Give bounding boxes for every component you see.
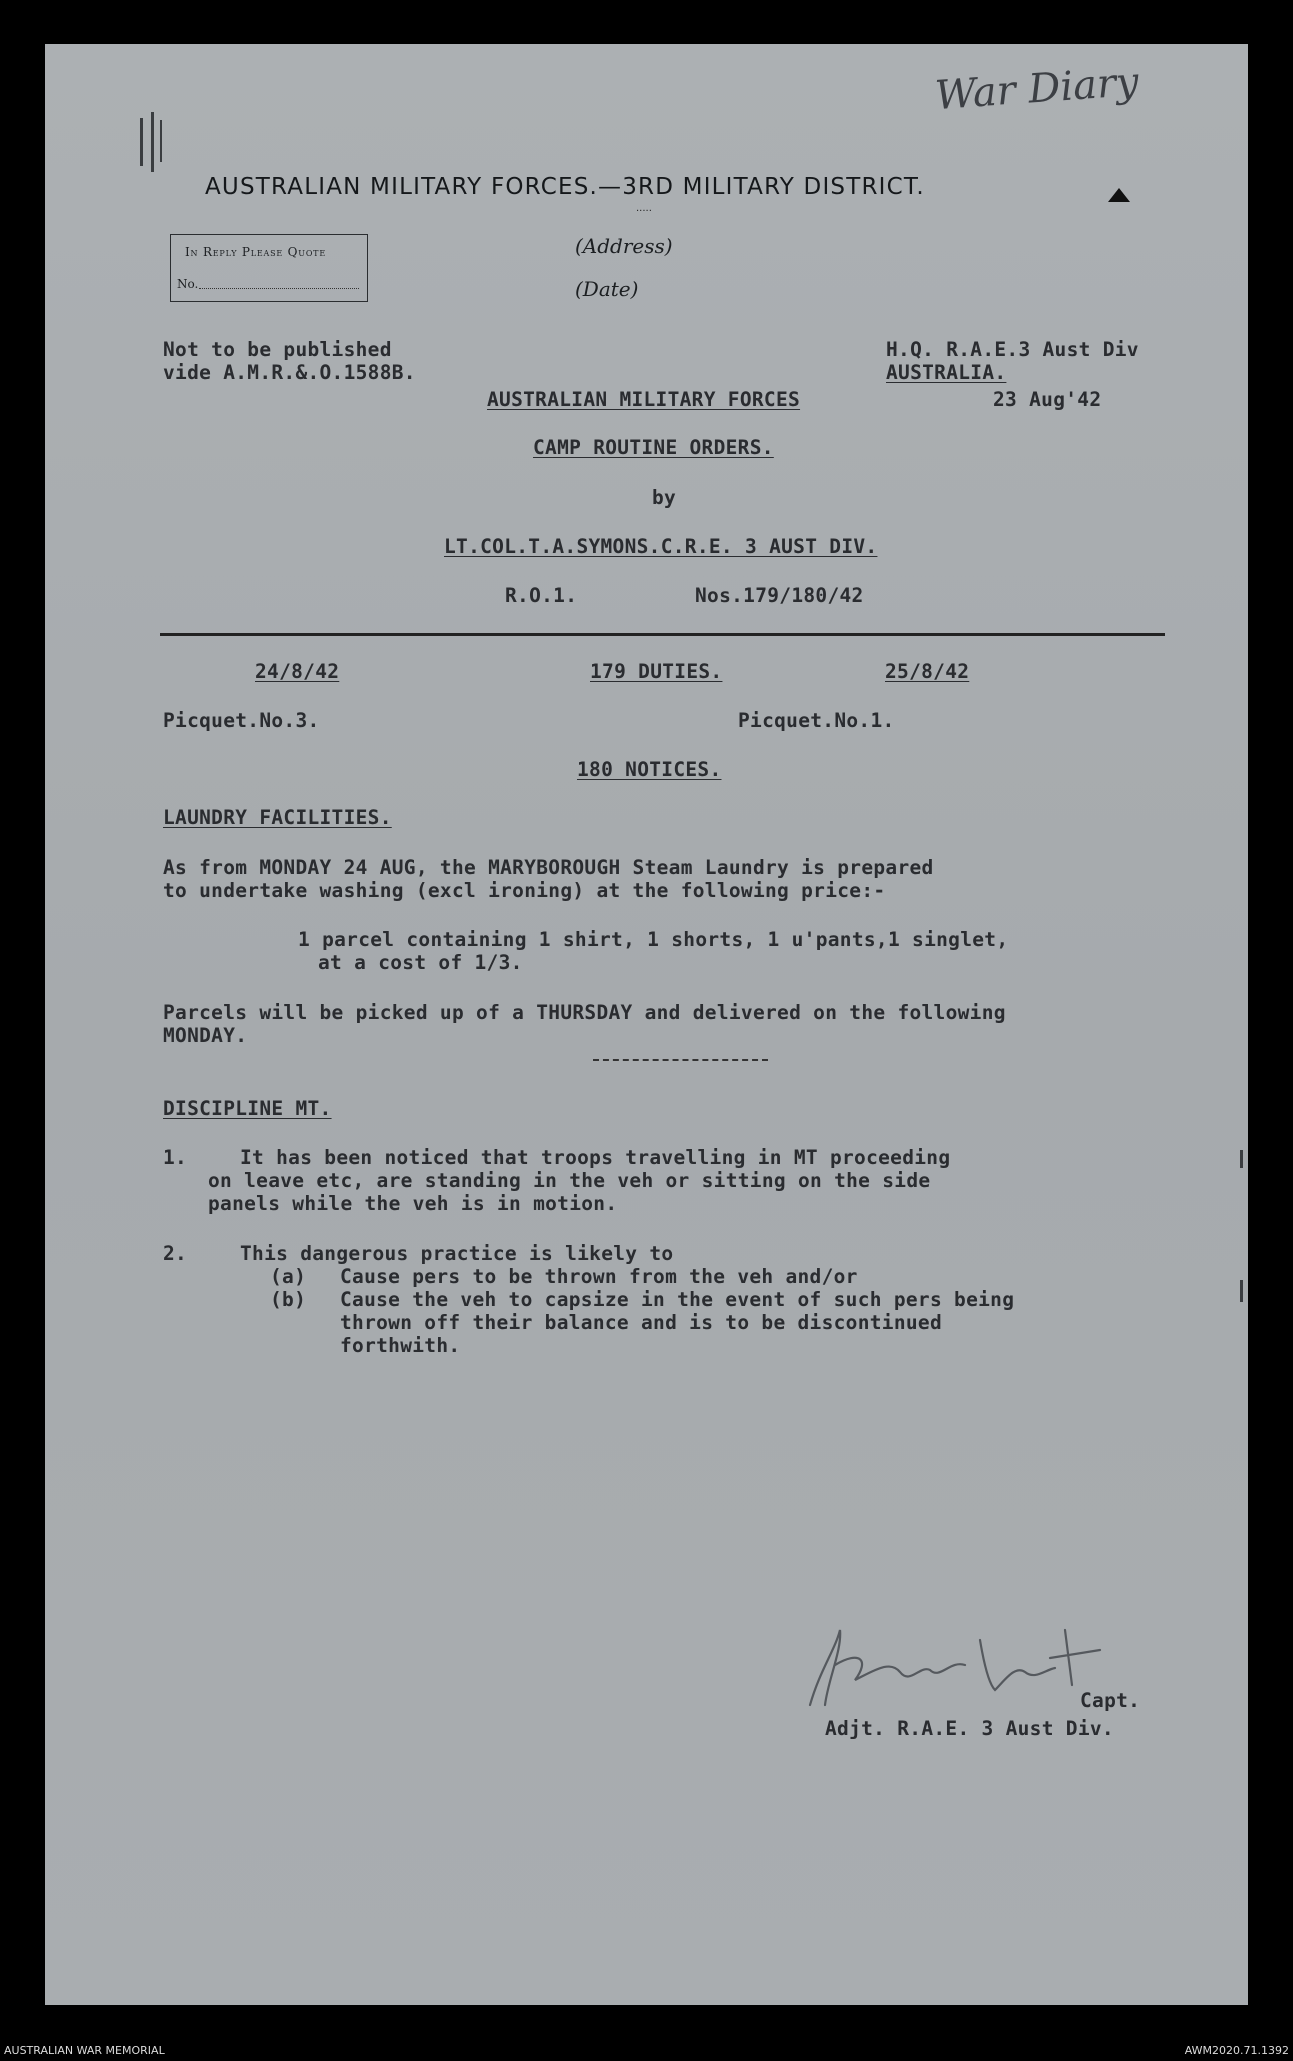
letterhead-dots: ..... xyxy=(636,203,652,214)
item2-a-text: Cause pers to be thrown from the veh and/or xyxy=(340,1265,858,1288)
laundry-p3-line2: MONDAY. xyxy=(163,1024,248,1047)
handwritten-war-diary-note: War Diary xyxy=(933,58,1141,120)
laundry-p2-line1: 1 parcel containing 1 shirt, 1 shorts, 1 u'pants,1 singlet, xyxy=(298,928,1009,951)
ref-left: R.O.1. xyxy=(505,584,578,607)
item2-line1: This dangerous practice is likely to xyxy=(240,1242,674,1265)
pen-mark xyxy=(151,112,154,172)
reply-box-no: No. xyxy=(177,277,199,291)
not-published-line1: Not to be published xyxy=(163,338,392,361)
laundry-p3-line1: Parcels will be picked up of a THURSDAY and delivered on the following xyxy=(163,1001,1006,1024)
hq-line2: AUSTRALIA. xyxy=(886,361,1007,384)
hq-line1: H.Q. R.A.E.3 Aust Div xyxy=(886,338,1139,361)
item2-a-label: (a) xyxy=(270,1265,307,1288)
item2-b-line1: Cause the veh to capsize in the event of such pers being xyxy=(340,1288,1015,1311)
title-line1: AUSTRALIAN MILITARY FORCES xyxy=(487,388,801,411)
reply-box-dotted-line xyxy=(199,288,359,289)
signature-rank: Capt. xyxy=(1080,1689,1141,1712)
title-line4: LT.COL.T.A.SYMONS.C.R.E. 3 AUST DIV. xyxy=(444,535,878,558)
duties-date-right: 25/8/42 xyxy=(885,660,970,683)
pen-mark xyxy=(160,120,162,162)
address-label: (Address) xyxy=(575,234,673,258)
item1-number: 1. xyxy=(163,1146,188,1169)
title-line2: CAMP ROUTINE ORDERS. xyxy=(533,436,774,459)
laundry-p1-line1: As from MONDAY 24 AUG, the MARYBOROUGH Steam Laundry is prepared xyxy=(163,856,934,879)
notices-heading: 180 NOTICES. xyxy=(577,758,722,781)
ref-right: Nos.179/180/42 xyxy=(695,584,864,607)
date-label: (Date) xyxy=(575,277,639,301)
footer-left: AUSTRALIAN WAR MEMORIAL xyxy=(4,2044,165,2057)
item2-number: 2. xyxy=(163,1242,188,1265)
title-line3: by xyxy=(652,486,677,509)
reply-box-label: In Reply Please Quote xyxy=(185,245,326,259)
pen-mark xyxy=(140,118,143,166)
item2-b-line2: thrown off their balance and is to be discontinued xyxy=(340,1311,942,1334)
section-divider xyxy=(593,1059,768,1061)
laundry-p1-line2: to undertake washing (excl ironing) at the following price:- xyxy=(163,879,886,902)
item2-b-line3: forthwith. xyxy=(340,1334,461,1357)
edge-mark xyxy=(1240,1150,1243,1168)
not-published-line2: vide A.M.R.&.O.1588B. xyxy=(163,361,416,384)
item1-line1: It has been noticed that troops travelling in MT proceeding xyxy=(240,1146,951,1169)
picquet-right: Picquet.No.1. xyxy=(738,709,895,732)
duties-heading: 179 DUTIES. xyxy=(590,660,723,683)
picquet-left: Picquet.No.3. xyxy=(163,709,320,732)
letterhead-title: AUSTRALIAN MILITARY FORCES.—3RD MILITARY DISTRICT. xyxy=(205,174,925,200)
duties-date-left: 24/8/42 xyxy=(255,660,340,683)
item2-b-label: (b) xyxy=(270,1288,307,1311)
item1-line2: on leave etc, are standing in the veh or sitting on the side xyxy=(208,1169,931,1192)
item1-line3: panels while the veh is in motion. xyxy=(208,1192,618,1215)
signature-title: Adjt. R.A.E. 3 Aust Div. xyxy=(825,1717,1114,1740)
reply-box xyxy=(170,234,368,302)
laundry-p2-line2: at a cost of 1/3. xyxy=(318,951,523,974)
discipline-heading: DISCIPLINE MT. xyxy=(163,1097,332,1120)
edge-mark xyxy=(1240,1280,1243,1302)
horizontal-rule xyxy=(160,633,1165,636)
footer-right: AWM2020.71.1392 xyxy=(1184,2044,1289,2057)
header-date: 23 Aug'42 xyxy=(993,388,1102,411)
laundry-heading: LAUNDRY FACILITIES. xyxy=(163,806,392,829)
arrow-mark xyxy=(1108,188,1130,202)
